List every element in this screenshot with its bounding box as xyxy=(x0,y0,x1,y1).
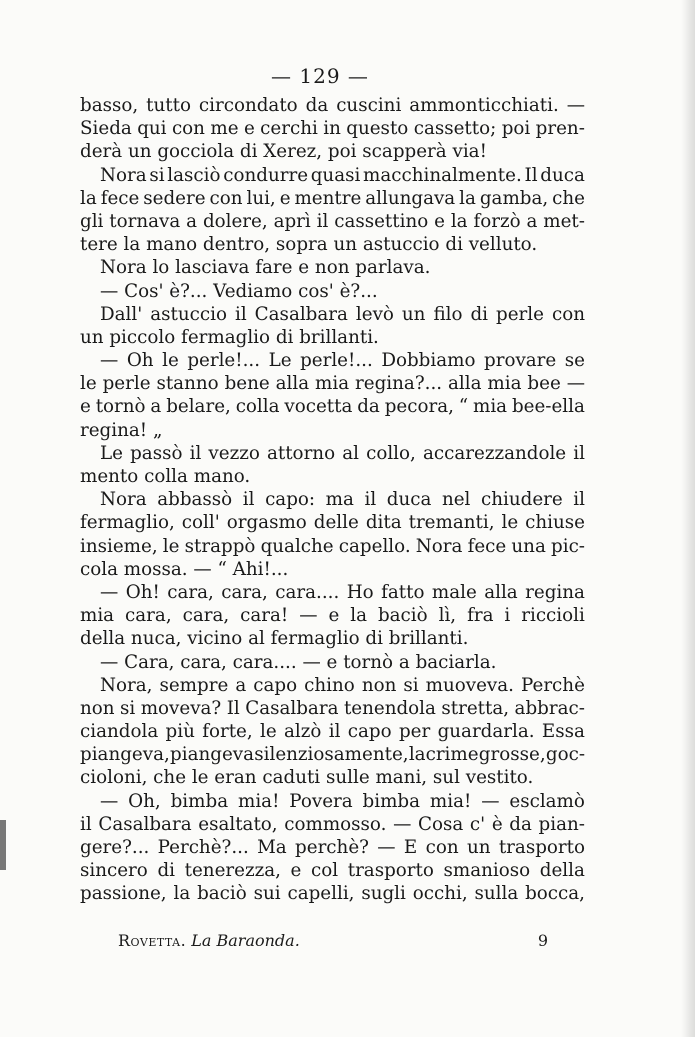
text-line: Nora si lasciò condurre quasi macchinalmente. Il duca xyxy=(100,164,585,186)
text-line: mento colla mano. xyxy=(80,466,251,487)
text-line: basso, tutto circondato da cuscini ammonticchiati. — xyxy=(80,95,585,116)
text-line: cioloni, che le eran caduti sulle mani, sul vestito. xyxy=(80,767,534,789)
text-line: e tornò a belare, colla vocetta da pecora, “ mia bee-ella xyxy=(80,396,585,418)
text-line: fermaglio, coll' orgasmo delle dita tremanti, le chiuse xyxy=(80,512,585,534)
footer xyxy=(118,931,548,950)
text-line: Le passò il vezzo attorno al collo, accarezzandole il xyxy=(100,442,585,464)
footer-credit xyxy=(118,931,300,950)
text-line: mia cara, cara, cara! — e la baciò lì, fra i riccioli xyxy=(80,605,585,627)
body-text xyxy=(80,94,585,906)
footer-title: La Baraonda. xyxy=(191,931,300,950)
text-line: — Cos' è?... Vediamo cos' è?... xyxy=(100,280,378,302)
text-line: ciandola più forte, le alzò il capo per guardarla. Essa xyxy=(80,721,585,743)
page-number: — 129 — xyxy=(271,64,369,88)
footer-author: Rovetta. xyxy=(118,931,187,950)
text-line: gli tornava a dolere, aprì il cassettino e la forzò a met- xyxy=(80,210,585,232)
text-line: un piccolo fermaglio di brillanti. xyxy=(80,326,379,348)
text-line: sincero di tenerezza, e col trasporto smanioso della xyxy=(80,860,585,882)
page-edge-shadow xyxy=(681,0,695,1037)
text-line: — Cara, cara, cara.... — e tornò a baciarla. xyxy=(100,651,497,673)
text-line: della nuca, vicino al fermaglio di brillanti. xyxy=(80,628,469,650)
text-line: Nora, sempre a capo chino non si muoveva. Perchè xyxy=(100,674,585,696)
text-line: passione, la baciò sui capelli, sugli occhi, sulla bocca, xyxy=(80,883,585,905)
text-line: — Oh, bimba mia! Povera bimba mia! — esclamò xyxy=(100,790,585,812)
text-line: piangeva, piangeva silenziosamente, lacrime grosse, goc- xyxy=(80,744,585,766)
signature-mark: 9 xyxy=(537,931,548,950)
text-line: Nora lo lasciava fare e non parlava. xyxy=(100,257,431,279)
text-line: il Casalbara esaltato, commosso. — Cosa c' è da pian- xyxy=(80,813,585,835)
text-line: la fece sedere con lui, e mentre allungava la gamba, che xyxy=(80,187,585,209)
text-line: non si moveva? Il Casalbara tenendola stretta, abbrac- xyxy=(80,697,585,719)
text-line: le perle stanno bene alla mia regina?... alla mia bee — xyxy=(80,373,585,395)
binding-mark xyxy=(0,820,6,870)
text-line: Dall' astuccio il Casalbara levò un filo di perle con xyxy=(100,303,585,325)
text-line: cola mossa. — “ Ahi!... xyxy=(80,558,289,580)
text-line: regina! „ xyxy=(80,419,163,441)
text-line: Nora abbassò il capo: ma il duca nel chiudere il xyxy=(100,489,585,511)
text-line: gere?... Perchè?... Ma perchè? — E con un trasporto xyxy=(80,837,585,858)
text-line: Sieda qui con me e cerchi in questo cassetto; poi pren- xyxy=(80,118,585,140)
text-line: tere la mano dentro, sopra un astuccio di velluto. xyxy=(80,234,538,256)
text-line: — Oh! cara, cara, cara.... Ho fatto male alla regina xyxy=(100,581,585,603)
text-line: insieme, le strappò qualche capello. Nora fece una pic- xyxy=(80,535,585,557)
text-line: derà un gocciola di Xerez, poi scapperà via! xyxy=(80,141,487,163)
text-line: — Oh le perle!... Le perle!... Dobbiamo provare se xyxy=(100,350,585,372)
